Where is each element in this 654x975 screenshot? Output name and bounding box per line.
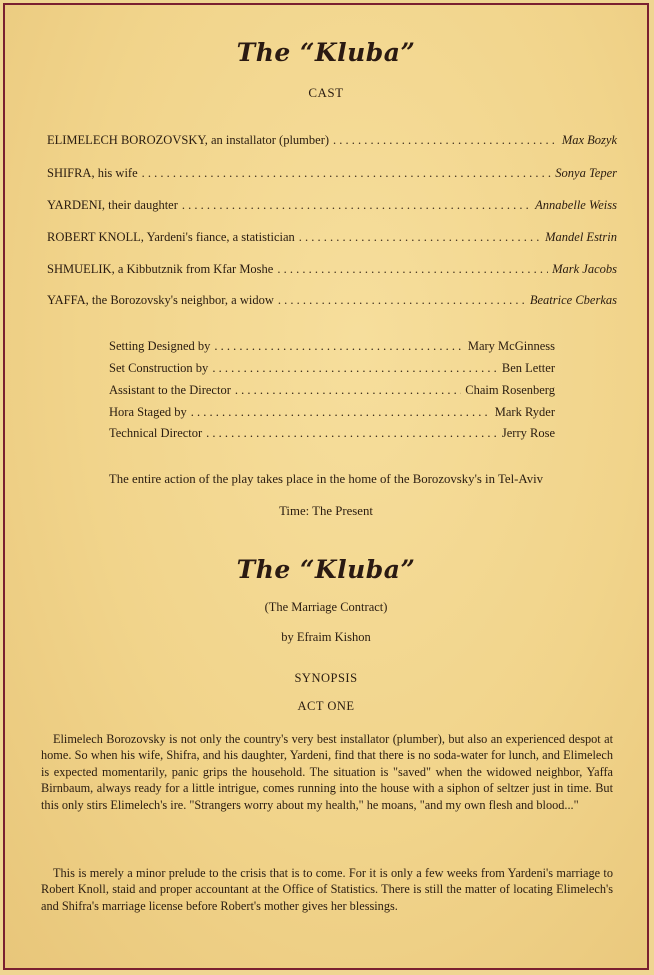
cast-role: YAFFA, the Borozovsky's neighbor, a widow: [47, 293, 274, 307]
cast-row: [47, 230, 617, 245]
leader-dots: [191, 405, 491, 420]
cast-actor: Mark Jacobs: [552, 262, 617, 276]
synopsis-heading: SYNOPSIS: [294, 671, 358, 685]
leader-dots: [278, 293, 526, 308]
crew-name: Jerry Rose: [501, 426, 555, 440]
cast-role: YARDENI, their daughter: [47, 198, 178, 212]
cast-row: [47, 166, 617, 181]
leader-dots: [333, 133, 558, 148]
leader-dots: [235, 383, 461, 398]
synopsis-paragraph-1: Elimelech Borozovsky is not only the country's very best installator (plumber), but also an experienced despot at home. So when his wife, Shifra, and his daughter, Yardeni, find that there is no soda-water for lunch, and Elimelech is expected momentarily, panic grips the household. The situation is "saved" when the widowed neighbor, Yaffa Birnbaum, always ready for a little intrigue, comes running into the house with a siphon of seltzer just in time. But this only stirs Elimelech's ire. "Strangers worry about my health," he moans, "and my own flesh and blood...": [41, 732, 613, 812]
synopsis-paragraph-2: This is merely a minor prelude to the crisis that is to come. For it is only a few weeks from Yardeni's marriage to Robert Knoll, staid and proper accountant at the Office of Statistics. There is still the matter of locating Elimelech's and Shifra's marriage license before Robert's mother gives her blessings.: [41, 866, 613, 913]
leader-dots: [299, 230, 541, 245]
cast-actor: Max Bozyk: [561, 133, 617, 147]
leader-dots: [206, 426, 498, 441]
cast-actor: Mandel Estrin: [545, 230, 617, 244]
cast-actor: Beatrice Cberkas: [529, 293, 617, 307]
leader-dots: [142, 166, 552, 181]
program-page: [3, 3, 649, 970]
crew-role: Assistant to the Director: [109, 383, 231, 397]
leader-dots: [214, 339, 463, 354]
play-title: The “Kluba”: [236, 38, 416, 67]
crew-name: Ben Letter: [501, 361, 555, 375]
cast-row: [47, 293, 617, 308]
crew-name: Chaim Rosenberg: [465, 383, 555, 397]
cast-row: [47, 133, 617, 148]
crew-row: [109, 383, 555, 398]
cast-role: SHMUELIK, a Kibbutznik from Kfar Moshe: [47, 262, 274, 276]
play-title-secondary: The “Kluba”: [236, 555, 416, 584]
crew-row: [109, 426, 555, 441]
cast-role: ROBERT KNOLL, Yardeni's fiance, a statistician: [47, 230, 295, 244]
time-line: Time: The Present: [279, 504, 373, 518]
crew-row: [109, 405, 555, 420]
crew-name: Mary McGinness: [467, 339, 555, 353]
cast-row: [47, 262, 617, 277]
leader-dots: [277, 262, 548, 277]
leader-dots: [212, 361, 498, 376]
cast-role: ELIMELECH BOROZOVSKY, an installator (plumber): [47, 133, 330, 147]
crew-role: Technical Director: [109, 426, 203, 440]
crew-name: Mark Ryder: [494, 405, 555, 419]
act-heading: ACT ONE: [297, 699, 355, 713]
cast-heading: CAST: [308, 85, 344, 100]
cast-actor: Annabelle Weiss: [535, 198, 617, 212]
crew-role: Setting Designed by: [109, 339, 211, 353]
cast-role: SHIFRA, his wife: [47, 166, 138, 180]
cast-actor: Sonya Teper: [555, 166, 617, 180]
cast-row: [47, 198, 617, 213]
crew-role: Hora Staged by: [109, 405, 187, 419]
play-subtitle: (The Marriage Contract): [264, 600, 388, 614]
crew-row: [109, 339, 555, 354]
crew-row: [109, 361, 555, 376]
playwright-byline: by Efraim Kishon: [281, 630, 371, 644]
leader-dots: [182, 198, 531, 213]
crew-role: Set Construction by: [109, 361, 209, 375]
setting-line: The entire action of the play takes place in the home of the Borozovsky's in Tel-Aviv: [108, 472, 544, 486]
